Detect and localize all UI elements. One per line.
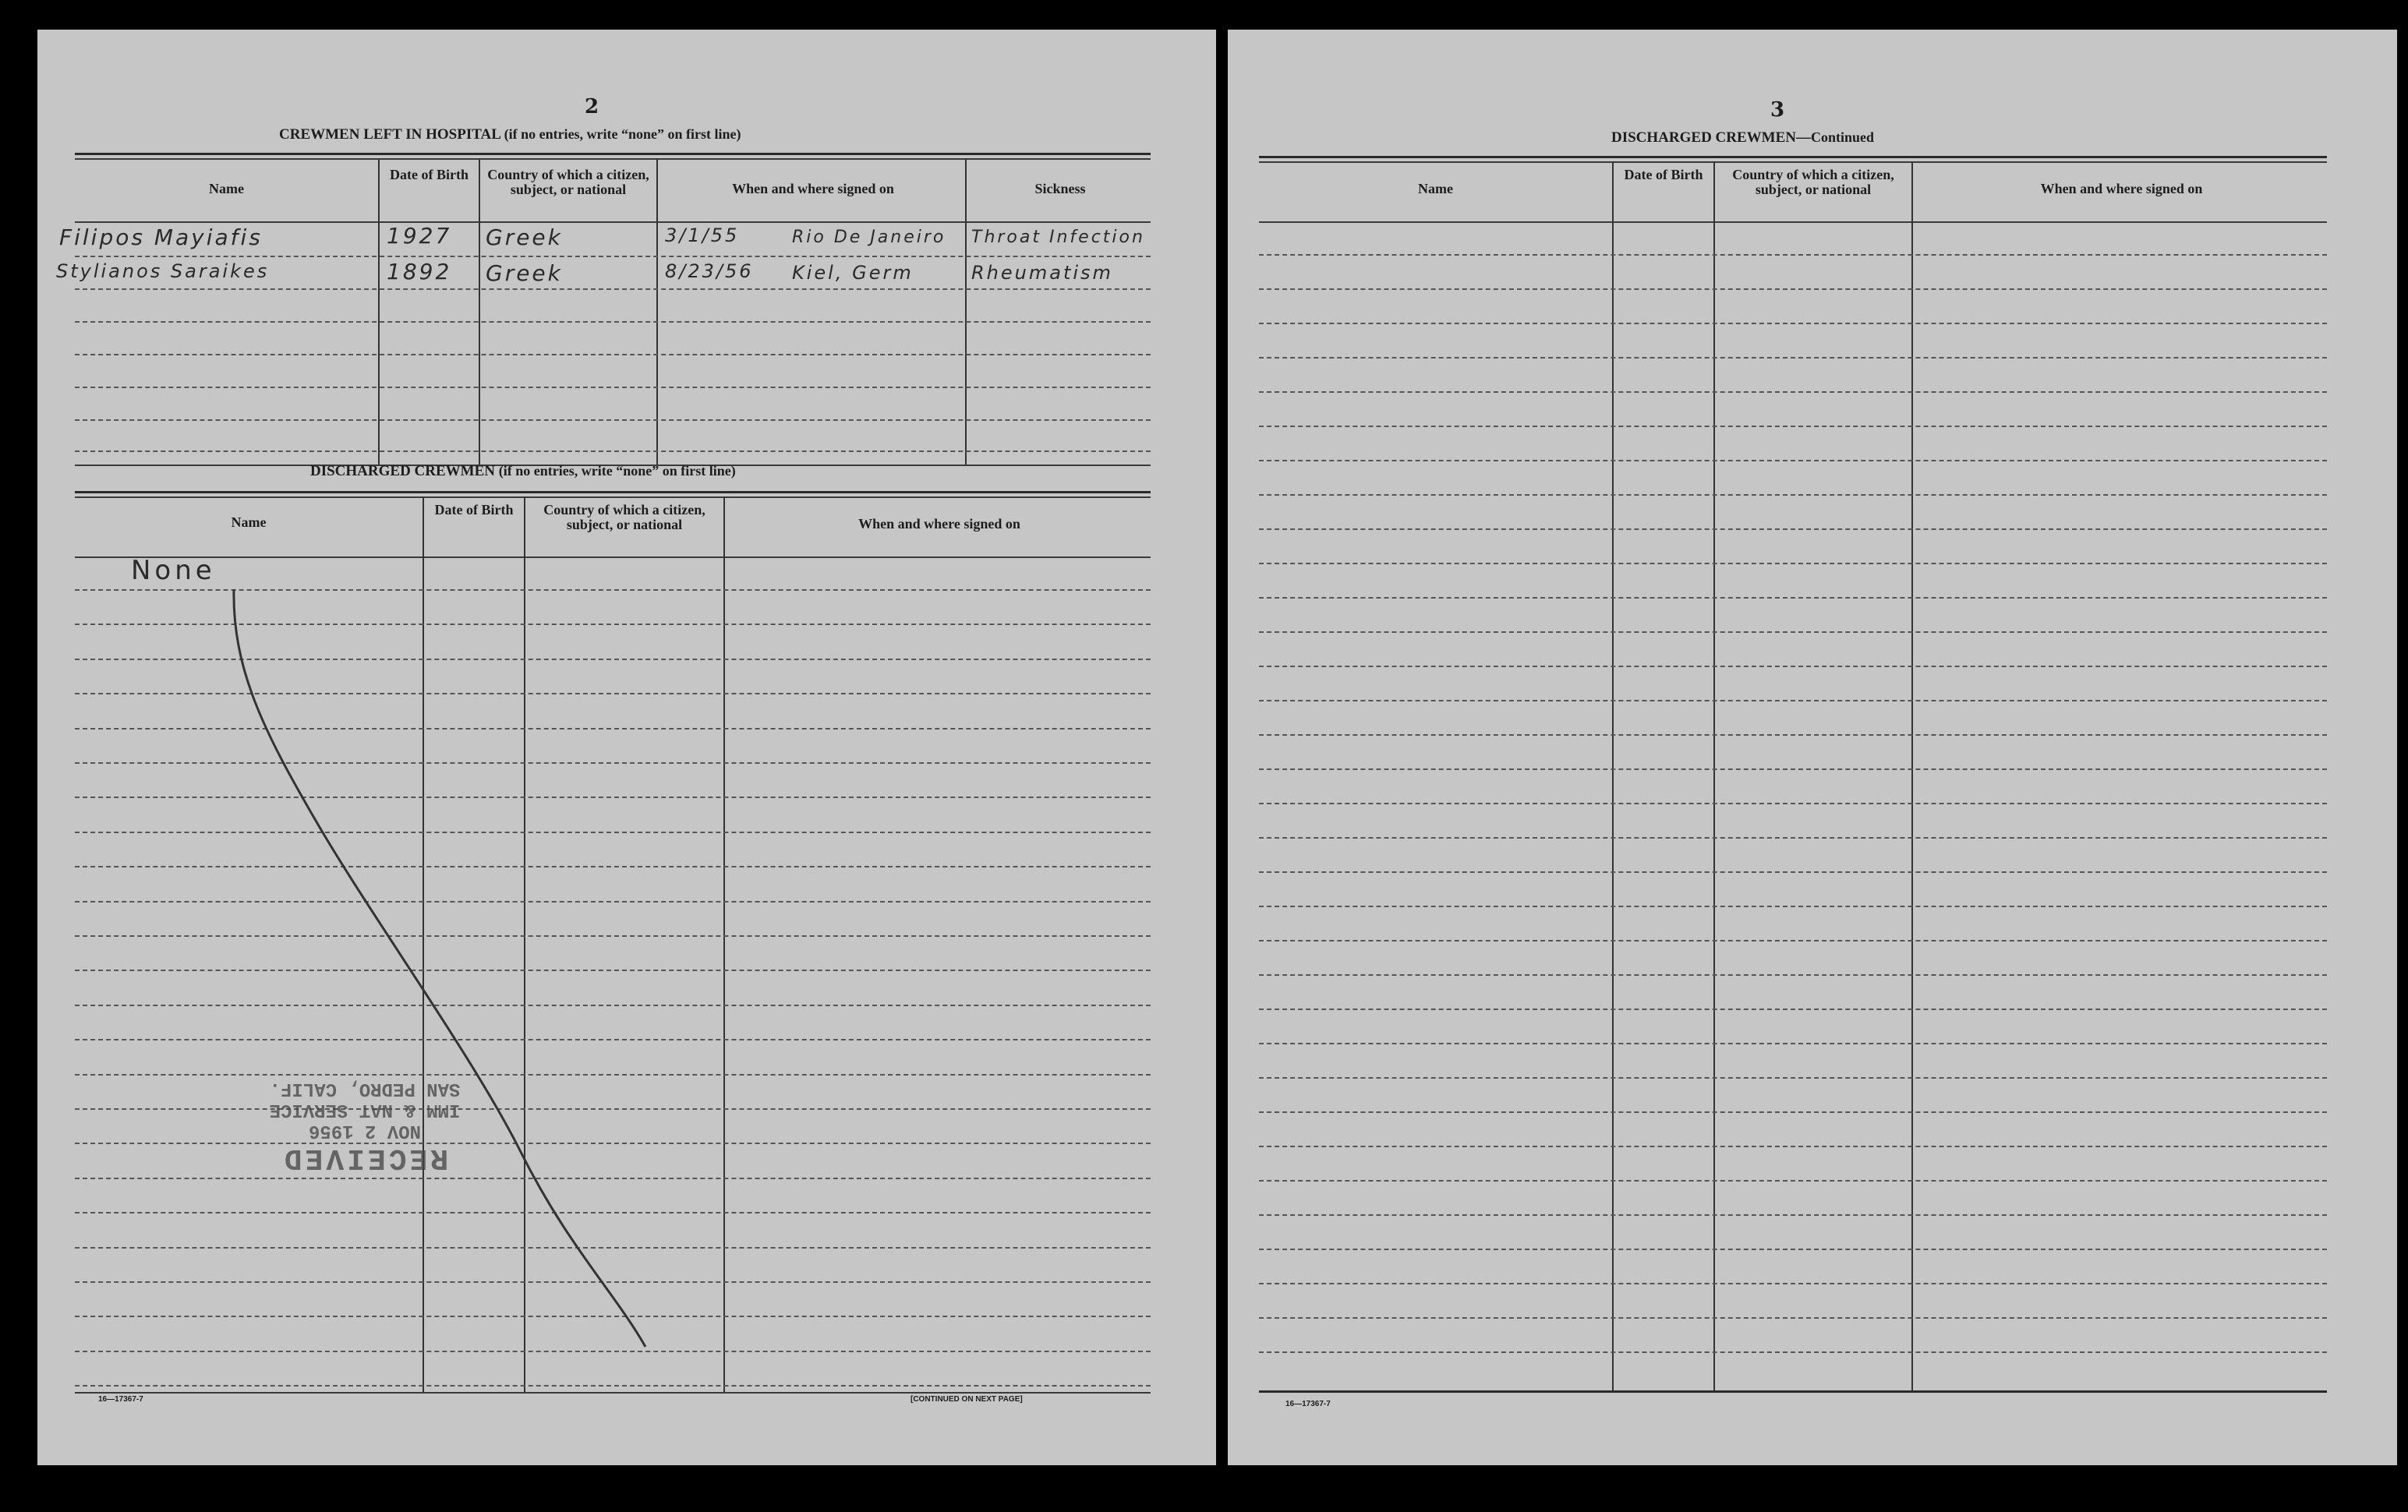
- table-rule: [1259, 161, 2327, 163]
- row-rule: [1259, 391, 2327, 393]
- row-rule: [1259, 288, 2327, 290]
- row-rule: [1259, 1077, 2327, 1079]
- discharged-continued-title: [1611, 129, 1874, 147]
- row-name: Filipos Mayiafis: [59, 224, 263, 250]
- title-suffix: Continued: [1811, 129, 1875, 145]
- header-date-of-birth: Date of Birth: [390, 167, 469, 182]
- row-rule: [1259, 1111, 2327, 1113]
- row-rule: [1259, 1317, 2327, 1319]
- page-number: 3: [1770, 98, 1785, 122]
- row-rule: [1259, 700, 2327, 701]
- row-rule: [1259, 1180, 2327, 1182]
- header-country: Country of which a citizen, subject, or national: [487, 167, 649, 197]
- title-main: DISCHARGED CREWMEN—: [1611, 129, 1811, 146]
- row-country: Greek: [486, 224, 563, 250]
- row-birth: 1892: [387, 259, 452, 284]
- row-rule: [1259, 528, 2327, 530]
- hospital-title: CREWMEN LEFT IN HOSPITAL: [279, 126, 500, 143]
- row-signed-date: 8/23/56: [665, 260, 754, 282]
- row-rule: [1259, 1214, 2327, 1216]
- header-when-where: When and where signed on: [2040, 181, 2203, 196]
- header-name: Name: [1418, 181, 1453, 196]
- row-signed-place: Kiel, Germ: [792, 262, 914, 284]
- stamp-received: RECEIVED: [281, 1141, 449, 1175]
- row-birth: 1927: [387, 223, 452, 249]
- row-rule: [1259, 631, 2327, 633]
- stamp-location: SAN PEDRO, CALIF.: [269, 1078, 461, 1099]
- row-sickness: Rheumatism: [971, 262, 1113, 284]
- row-country: Greek: [486, 260, 563, 286]
- stamp-service: IMM & NAT SERVICE: [269, 1099, 461, 1120]
- stamp-date: NOV 2 1956: [308, 1120, 422, 1141]
- row-rule: [1259, 460, 2327, 461]
- header-sickness: Sickness: [1034, 181, 1086, 196]
- row-rule: [1259, 1146, 2327, 1147]
- row-signed-place: Rio De Janeiro: [792, 228, 946, 247]
- table-rule: [1259, 1390, 2327, 1393]
- row-rule: [1259, 597, 2327, 599]
- row-rule: [1259, 871, 2327, 873]
- row-sickness: Throat Infection: [971, 228, 1145, 247]
- header-country: Country of which a citizen, subject, or national: [543, 502, 705, 532]
- row-rule: [1259, 1043, 2327, 1044]
- continued-note: [CONTINUED ON NEXT PAGE]: [911, 1395, 1023, 1404]
- row-rule: [1259, 974, 2327, 976]
- table-rule: [1259, 221, 2327, 223]
- row-name: Stylianos Saraikes: [56, 260, 270, 282]
- column-divider: [1911, 161, 1913, 1391]
- row-rule: [1259, 1249, 2327, 1250]
- row-rule: [1259, 254, 2327, 256]
- row-rule: [1259, 734, 2327, 736]
- row-signed-date: 3/1/55: [665, 224, 740, 246]
- column-divider: [1612, 161, 1614, 1391]
- header-country: Country of which a citizen, subject, or national: [1732, 167, 1894, 197]
- row-rule: [1259, 323, 2327, 324]
- table-rule: [1259, 156, 2327, 158]
- row-rule: [1259, 837, 2327, 839]
- row-rule: [1259, 666, 2327, 667]
- row-rule: [1259, 940, 2327, 941]
- header-date-of-birth: Date of Birth: [434, 502, 514, 518]
- left-page: [37, 30, 1216, 1465]
- page-number: 2: [585, 95, 599, 118]
- right-page: [1228, 30, 2397, 1465]
- row-rule: [1259, 1283, 2327, 1284]
- row-rule: [1259, 494, 2327, 496]
- discharged-title: DISCHARGED CREWMEN: [310, 463, 495, 479]
- row-rule: [1259, 426, 2327, 427]
- row-rule: [1259, 563, 2327, 564]
- hospital-subtitle: (if no entries, write “none” on first line): [504, 126, 741, 142]
- header-name: Name: [209, 181, 244, 196]
- header-name: Name: [231, 514, 267, 530]
- header-date-of-birth: Date of Birth: [1624, 167, 1703, 182]
- row-rule: [1259, 357, 2327, 359]
- discharged-entry: None: [131, 555, 216, 586]
- row-rule: [1259, 1351, 2327, 1353]
- header-when-where: When and where signed on: [732, 181, 894, 196]
- strike-through-line: [37, 30, 1216, 1465]
- row-rule: [1259, 803, 2327, 804]
- discharged-subtitle: (if no entries, write “none” on first line): [498, 463, 736, 479]
- row-rule: [1259, 768, 2327, 770]
- row-rule: [1259, 906, 2327, 907]
- row-rule: [1259, 1009, 2327, 1010]
- received-stamp: [225, 1078, 505, 1175]
- column-divider: [1713, 161, 1715, 1391]
- header-when-where: When and where signed on: [858, 516, 1020, 532]
- form-number: 16—17367-7: [98, 1395, 143, 1404]
- form-number: 16—17367-7: [1285, 1400, 1331, 1408]
